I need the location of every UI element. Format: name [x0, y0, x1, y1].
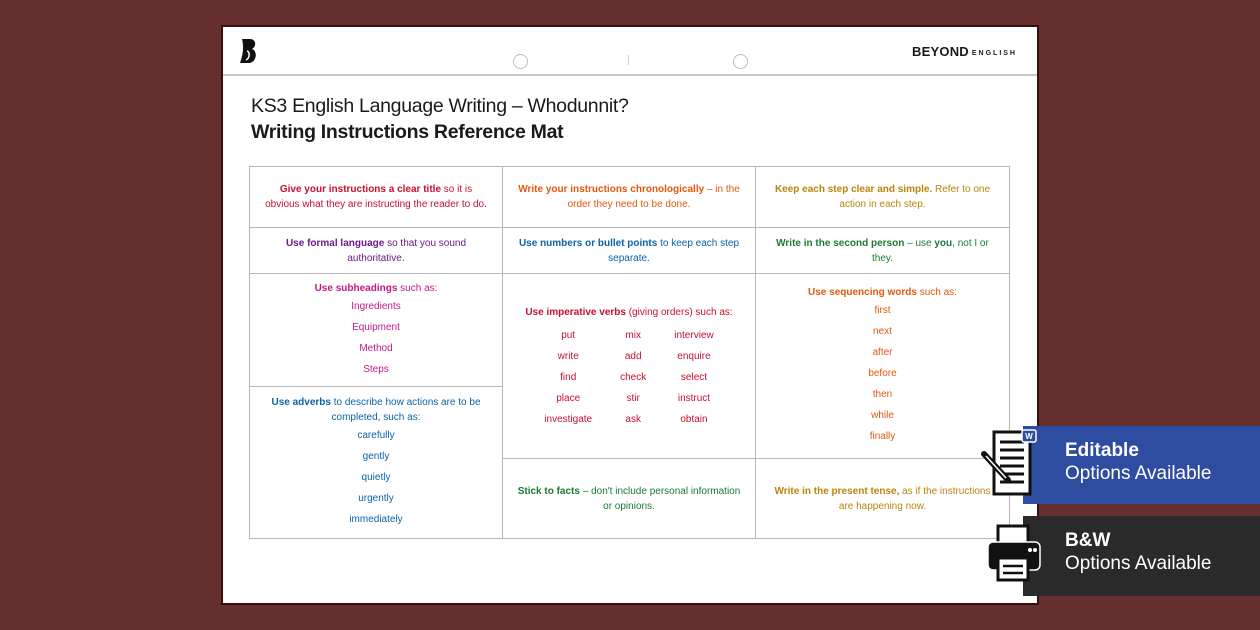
cell-heading: Use numbers or bullet points: [518, 237, 658, 249]
cell-text: such as:: [916, 287, 957, 298]
cell-text: so it is obvious what they are instructing the reader to do.: [265, 184, 487, 210]
list-item: gently: [362, 451, 390, 462]
list-item: select: [680, 372, 708, 383]
list-item: obtain: [680, 414, 708, 425]
cell-heading: Stick to facts: [517, 485, 580, 497]
cell-formal-language: [249, 227, 503, 274]
cell-text: , not I or they.: [872, 237, 989, 264]
list-item: add: [624, 351, 642, 362]
cell-text: (giving orders) such as:: [625, 307, 733, 318]
word-document-edit-icon: [980, 428, 1042, 500]
brand-main: BEYOND: [912, 44, 969, 59]
svg-text:W: W: [1025, 432, 1033, 441]
list-item: find: [560, 372, 577, 383]
cell-heading: Write in the present tense,: [774, 485, 900, 497]
bw-options-badge[interactable]: [1023, 516, 1260, 596]
cell-numbers-bullets: [502, 227, 756, 274]
sheet-title: KS3 English Language Writing – Whodunnit?: [251, 95, 629, 117]
list-item: enquire: [677, 351, 711, 362]
cell-clear-title: [249, 166, 503, 228]
list-item: Method: [359, 342, 393, 354]
cell-imperative-verbs: [502, 273, 756, 459]
list-item: check: [620, 372, 647, 383]
list-item: next: [873, 326, 892, 337]
cell-heading: Use adverbs: [271, 397, 331, 408]
list-item: before: [868, 368, 897, 379]
adverb-list: [349, 425, 402, 530]
sheet-subtitle: Writing Instructions Reference Mat: [251, 121, 564, 143]
sheet-header: [223, 27, 1037, 76]
cell-emphasis: you: [934, 237, 953, 249]
list-item: mix: [625, 330, 641, 341]
subheading-list: [351, 296, 400, 380]
cell-text: so that you sound authoritative.: [347, 237, 467, 264]
list-item: finally: [869, 431, 896, 442]
brand-logo: [912, 44, 1017, 59]
cell-heading: Write in the second person: [776, 237, 905, 249]
list-item: ask: [625, 414, 641, 425]
cell-clear-simple: [755, 166, 1010, 228]
list-item: put: [561, 330, 576, 341]
cell-text: – don't include personal information or opinions.: [579, 485, 741, 512]
cell-heading: Use sequencing words: [808, 287, 917, 298]
brand-sub: ENGLISH: [971, 50, 1017, 57]
badge-subtitle: Options Available: [1065, 553, 1212, 574]
list-item: place: [556, 393, 581, 404]
list-item: Steps: [363, 363, 389, 375]
badge-subtitle: Options Available: [1065, 463, 1212, 484]
list-item: after: [872, 347, 893, 358]
list-item: investigate: [544, 414, 593, 425]
list-item: urgently: [358, 493, 394, 504]
cell-text: to keep each step separate.: [608, 237, 740, 264]
editable-options-badge[interactable]: [1023, 426, 1260, 504]
cell-subheadings: [249, 273, 503, 387]
cell-text: – use: [904, 237, 935, 249]
cell-text: such as:: [397, 282, 438, 294]
cell-chronological: [502, 166, 756, 228]
list-item: while: [871, 410, 894, 421]
badge-title: Editable: [1065, 440, 1139, 461]
list-item: first: [874, 305, 891, 316]
list-item: write: [557, 351, 579, 362]
cell-present-tense: [755, 458, 1010, 539]
beyond-logo-icon: [238, 37, 260, 65]
cell-text: Refer to one action in each step.: [839, 184, 991, 210]
badge-title: B&W: [1065, 530, 1111, 551]
list-item: immediately: [349, 514, 403, 525]
cell-text: as if the instructions are happening now.: [838, 485, 991, 512]
cell-heading: Give your instructions a clear title: [279, 184, 442, 195]
reference-mat-preview: [221, 25, 1039, 605]
verb-list: [544, 328, 713, 427]
cell-heading: Use imperative verbs: [525, 307, 626, 318]
punch-hole-left: [513, 54, 528, 69]
list-item: then: [872, 389, 893, 400]
printer-icon: [984, 518, 1044, 588]
cell-sequencing-words: [755, 273, 1010, 459]
cell-adverbs: [249, 386, 503, 539]
cell-text: to describe how actions are to be completed, such as:: [330, 397, 481, 423]
cell-heading: Use subheadings: [314, 282, 398, 294]
center-mark: [628, 55, 629, 65]
cell-stick-to-facts: [502, 458, 756, 539]
cell-heading: Write your instructions chronologically: [518, 184, 705, 195]
sequencing-list: [868, 300, 896, 447]
reference-grid: [249, 166, 1010, 539]
list-item: interview: [674, 330, 714, 341]
list-item: quietly: [361, 472, 391, 483]
cell-heading: Keep each step clear and simple.: [774, 184, 933, 195]
list-item: Equipment: [352, 321, 400, 333]
list-item: Ingredients: [351, 300, 401, 312]
list-item: stir: [626, 393, 640, 404]
cell-text: – in the order they need to be done.: [567, 184, 740, 210]
list-item: instruct: [677, 393, 711, 404]
list-item: carefully: [357, 430, 395, 441]
cell-heading: Use formal language: [285, 237, 385, 249]
cell-second-person: [755, 227, 1010, 274]
punch-hole-right: [733, 54, 748, 69]
